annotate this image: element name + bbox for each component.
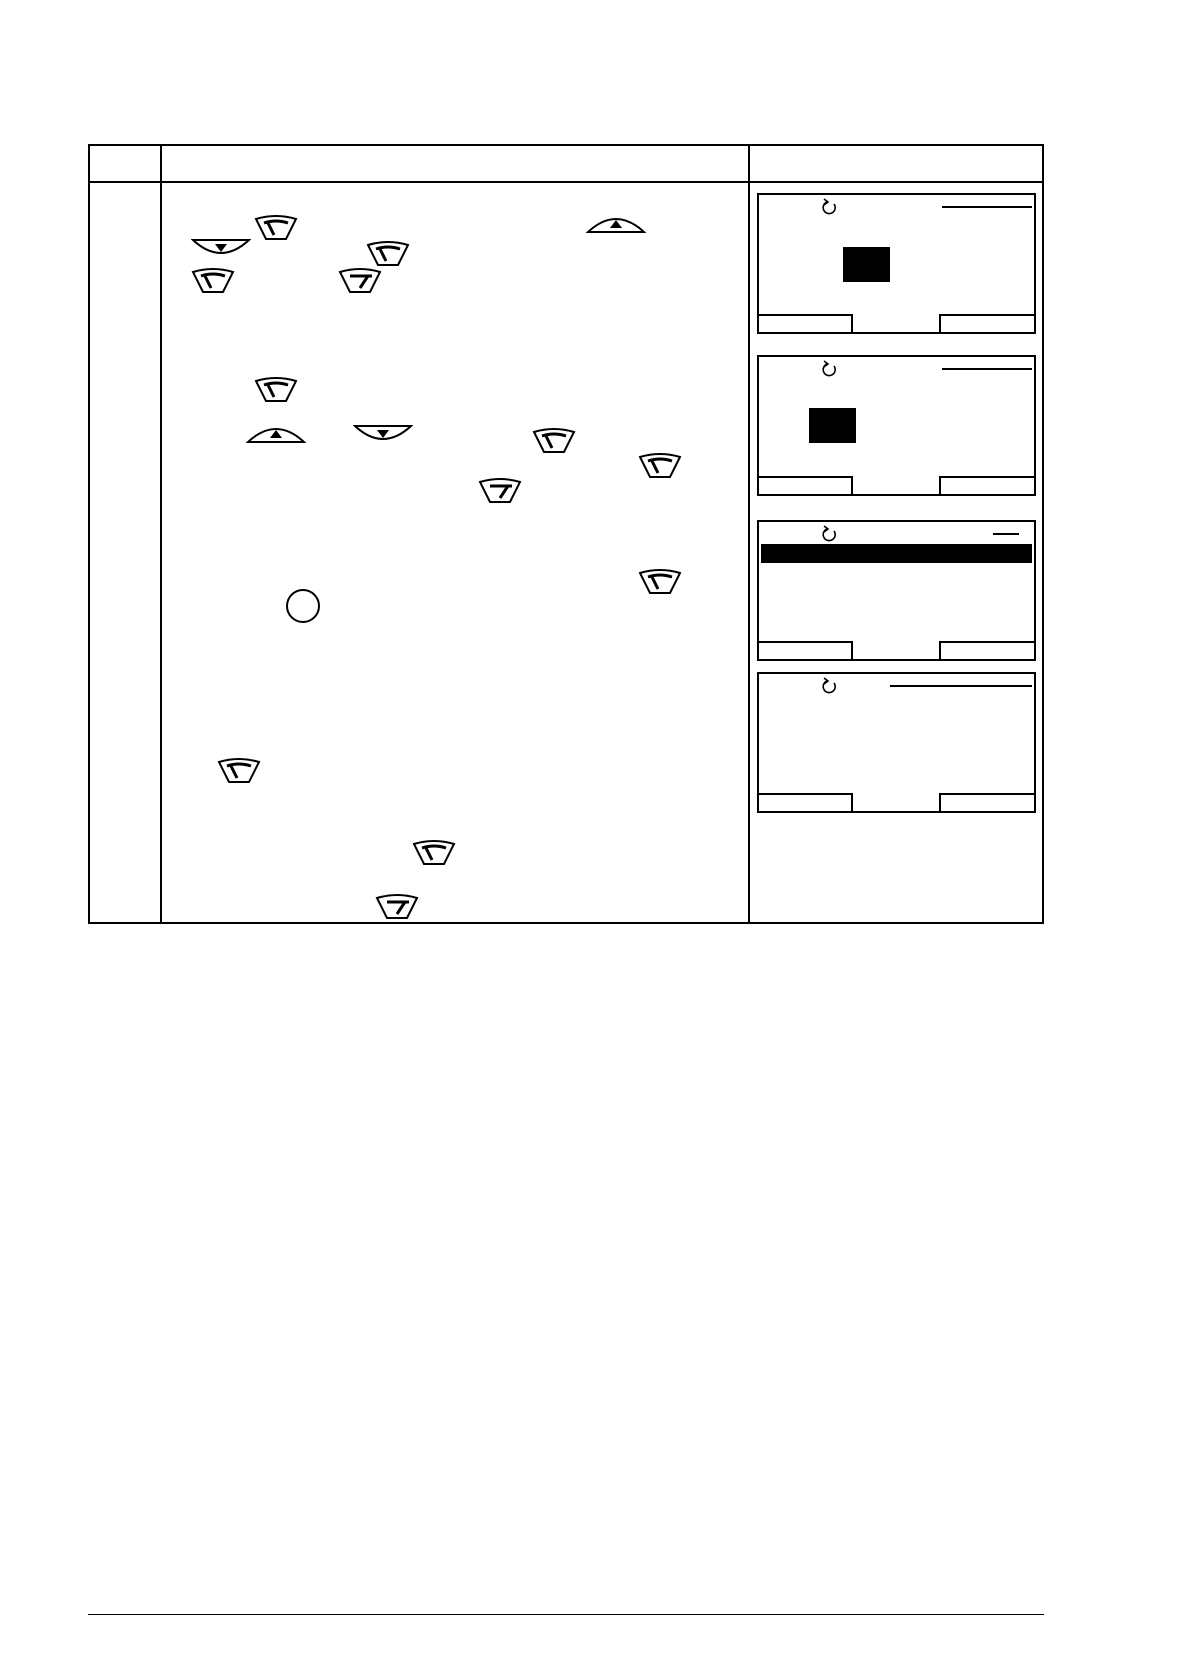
left-softkey-icon xyxy=(191,268,235,294)
left-softkey-label xyxy=(759,793,853,811)
right-softkey-label xyxy=(939,641,1034,659)
status-line xyxy=(942,206,1032,208)
footer-rule xyxy=(88,1614,1044,1615)
left-softkey-icon xyxy=(217,758,261,784)
right-softkey-icon xyxy=(375,894,419,920)
round-key-icon xyxy=(285,588,321,624)
cursor-box xyxy=(809,408,856,443)
up-arrow-key-icon xyxy=(586,212,646,234)
left-softkey-icon xyxy=(366,241,410,267)
right-softkey-label xyxy=(939,476,1034,494)
refresh-icon xyxy=(822,360,838,378)
refresh-icon xyxy=(822,677,838,695)
up-arrow-key-icon xyxy=(246,422,306,444)
left-softkey-icon xyxy=(254,377,298,403)
left-softkey-label xyxy=(759,476,853,494)
right-softkey-icon xyxy=(478,478,522,504)
table-header-divider xyxy=(90,181,1042,183)
left-softkey-label xyxy=(759,641,853,659)
refresh-icon xyxy=(822,198,838,216)
left-softkey-icon xyxy=(412,840,456,866)
left-softkey-icon xyxy=(638,569,682,595)
down-arrow-key-icon xyxy=(191,238,251,260)
status-line xyxy=(942,368,1032,370)
right-softkey-label xyxy=(939,314,1034,332)
left-softkey-icon xyxy=(532,428,576,454)
display-1 xyxy=(757,193,1036,334)
left-softkey-icon xyxy=(254,215,298,241)
left-softkey-label xyxy=(759,314,853,332)
selected-row xyxy=(761,544,1032,563)
status-line xyxy=(890,685,1032,687)
cursor-box xyxy=(843,247,890,282)
display-2 xyxy=(757,355,1036,496)
step-column-divider xyxy=(160,146,162,922)
down-arrow-key-icon xyxy=(353,424,413,446)
display-4 xyxy=(757,672,1036,813)
status-line xyxy=(993,533,1019,535)
refresh-icon xyxy=(822,525,838,543)
right-softkey-label xyxy=(939,793,1034,811)
display-column-divider xyxy=(748,146,750,922)
right-softkey-icon xyxy=(338,268,382,294)
left-softkey-icon xyxy=(638,453,682,479)
display-3 xyxy=(757,520,1036,661)
